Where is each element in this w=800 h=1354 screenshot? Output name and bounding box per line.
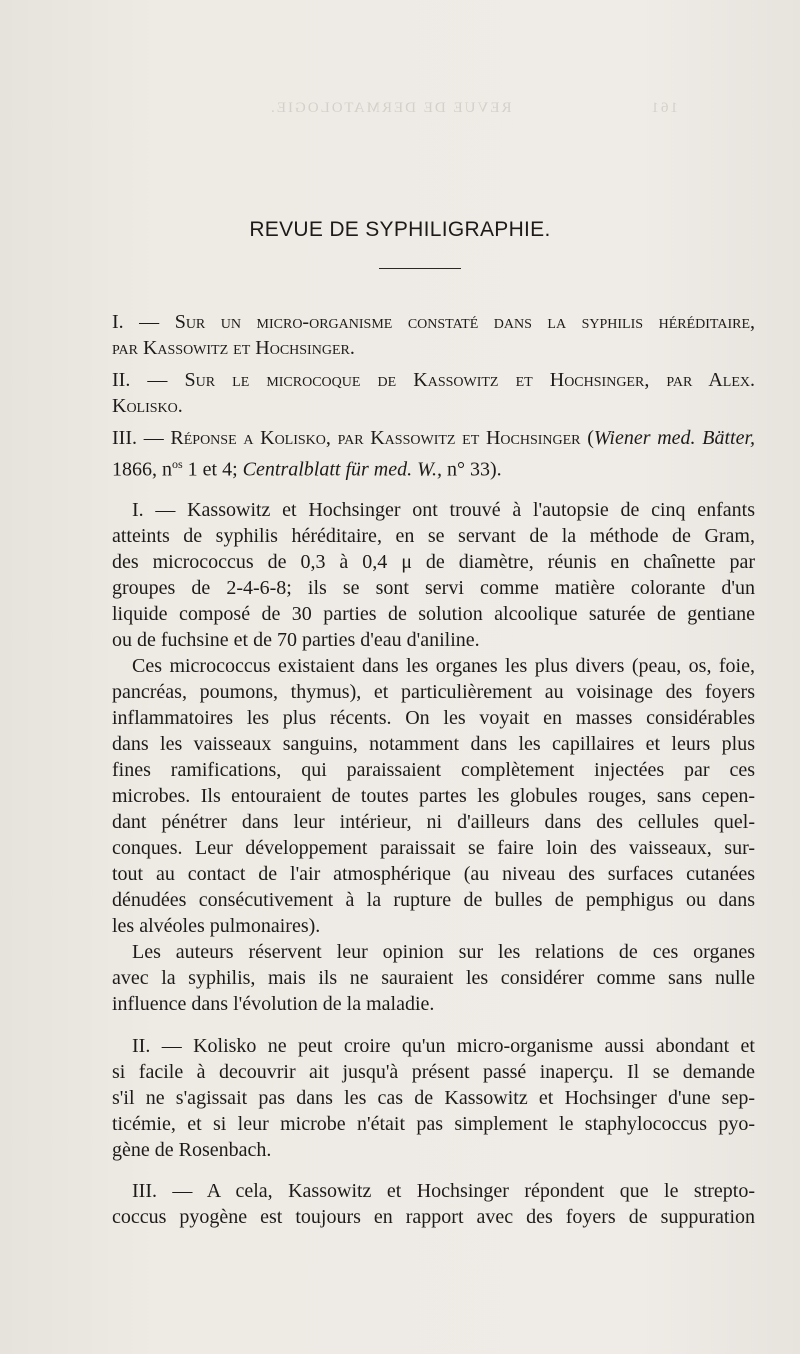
- toc-entry-3-text-b: 1866, n: [112, 458, 172, 481]
- toc-entry-2-line-1: II. — Sur le microcoque de Kassowitz et Hochsinger, par Alex.: [112, 369, 755, 391]
- title-rule: [379, 268, 461, 269]
- paragraph-3-line-1: Les auteurs réservent leur opinion sur les relations de ces organes: [132, 941, 755, 963]
- paragraph-1-line-3: des micrococcus de 0,3 à 0,4 μ de diamètre, réunis en chaînette par: [112, 551, 755, 573]
- paragraph-5: [112, 1178, 755, 1230]
- bleed-header-title: REVUE DE DERMATOLOGIE.: [269, 100, 512, 116]
- toc-entry-3-sup: os: [172, 457, 183, 471]
- paragraph-2-line-10: dénudées consécutivement à la rupture de bulles de pemphigus ou dans: [112, 889, 755, 911]
- toc-entry-3-numeral: III.: [112, 427, 137, 449]
- paragraph-3-line-2: avec la syphilis, mais ils ne sauraient les considérer comme sans nulle: [112, 967, 755, 989]
- toc-entry-3-text-a: Réponse a Kolisko, par Kassowitz et Hochsinger (: [170, 427, 594, 449]
- toc-entry-2-line-2: Kolisko.: [112, 395, 183, 417]
- paragraph-2-line-5: fines ramifications, qui paraissaient complètement injectées par ces: [112, 759, 755, 781]
- toc-entry-3-journal-1: Wiener med. Bätter,: [593, 427, 756, 449]
- toc-entry-3-text-c: 1 et 4;: [182, 458, 243, 481]
- paragraph-1-line-5: liquide composé de 30 parties de solution alcoolique saturée de gentiane: [112, 603, 755, 625]
- paragraph-2-line-6: microbes. Ils entouraient de toutes partes les globules rouges, sans cepen-: [112, 785, 755, 807]
- paragraph-5-line-1: III. — A cela, Kassowitz et Hochsinger répondent que le strepto-: [132, 1180, 755, 1202]
- toc-entry-3-dash: —: [143, 427, 164, 449]
- toc-entry-1-line-1: I. — Sur un micro-organisme constaté dans la syphilis héréditaire,: [112, 311, 755, 333]
- paragraph-3: [112, 939, 755, 1017]
- paragraph-2-line-3: inflammatoires les plus récents. On les voyait en masses considérables: [112, 707, 755, 729]
- toc-entry-2: [112, 367, 755, 419]
- paragraph-3-line-3: influence dans l'évolution de la maladie.: [112, 993, 435, 1015]
- bleed-through-header: [118, 100, 678, 124]
- paragraph-2-line-11: les alvéoles pulmonaires).: [112, 915, 321, 937]
- paragraph-2-line-1: Ces micrococcus existaient dans les organes les plus divers (peau, os, foie,: [132, 655, 755, 677]
- paragraph-1-line-6: ou de fuchsine et de 70 parties d'eau d'aniline.: [112, 629, 480, 651]
- paragraph-4: [112, 1033, 755, 1163]
- paragraph-1-line-1: I. — Kassowitz et Hochsinger ont trouvé à l'autopsie de cinq enfants: [132, 499, 755, 521]
- paragraph-1-line-2: atteints de syphilis héréditaire, en se servant de la méthode de Gram,: [112, 525, 755, 547]
- paragraph-4-line-5: gène de Rosenbach.: [112, 1139, 272, 1161]
- toc-entry-1-line-2: par Kassowitz et Hochsinger.: [112, 337, 355, 359]
- toc-entry-3-text-d: n° 33).: [441, 458, 502, 481]
- paragraph-2-line-8: conques. Leur développement paraissait se faire loin des vaisseaux, sur-: [112, 837, 755, 859]
- paragraph-4-line-4: ticémie, et si leur microbe n'était pas simplement le staphylococcus pyo-: [112, 1113, 755, 1135]
- toc-entry-3-journal-2: Centralblatt für med. W.,: [242, 458, 442, 481]
- paragraph-1: [112, 497, 755, 653]
- paragraph-1-line-4: groupes de 2-4-6-8; ils se sont servi comme matière colorante d'un: [112, 577, 755, 599]
- paragraph-5-line-2: coccus pyogène est toujours en rapport avec des foyers de suppuration: [112, 1206, 755, 1228]
- paragraph-4-line-2: si facile à decouvrir ait jusqu'à présent passé inaperçu. Il se demande: [112, 1061, 755, 1083]
- paragraph-2-line-7: dant pénétrer dans leur intérieur, ni d'ailleurs dans des cellules quel-: [112, 811, 755, 833]
- page-title: REVUE DE SYPHILIGRAPHIE.: [249, 218, 551, 241]
- toc-entry-3: [112, 425, 755, 483]
- paragraph-2-line-2: pancréas, poumons, thymus), et particulièrement au voisinage des foyers: [112, 681, 755, 703]
- paragraph-4-line-3: s'il ne s'agissait pas dans les cas de Kassowitz et Hochsinger d'une sep-: [112, 1087, 755, 1109]
- paragraph-2-line-9: tout au contact de l'air atmosphérique (au niveau des surfaces cutanées: [112, 863, 755, 885]
- paragraph-2: [112, 653, 755, 939]
- toc-entry-1: [112, 309, 755, 361]
- paragraph-4-line-1: II. — Kolisko ne peut croire qu'un micro-organisme aussi abondant et: [132, 1035, 755, 1057]
- paragraph-2-line-4: dans les vaisseaux sanguins, notamment dans les capillaires et leurs plus: [112, 733, 755, 755]
- bleed-page-number: 161: [649, 100, 678, 116]
